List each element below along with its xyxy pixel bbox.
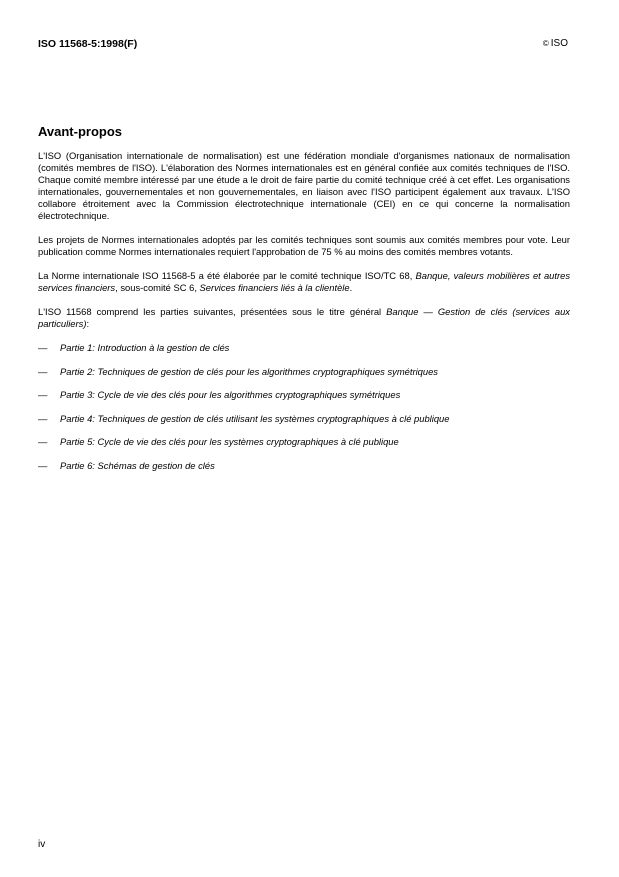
dash-bullet: — xyxy=(38,389,48,401)
paragraph-parts-intro xyxy=(38,306,570,330)
part-title: Partie 3: Cycle de vie des clés pour les algorithmes cryptographiques symétriques xyxy=(60,389,401,401)
subcommittee-name: Services financiers liés à la clientèle xyxy=(199,282,350,293)
committee-text-2: , sous-comité SC 6, xyxy=(115,282,200,293)
part-title: Partie 1: Introduction à la gestion de clés xyxy=(60,342,230,353)
dash-bullet: — xyxy=(38,365,48,377)
part-title: Partie 6: Schémas de gestion de clés xyxy=(60,459,215,471)
committee-text-3: . xyxy=(349,282,353,293)
parts-intro-text: L'ISO 11568 comprend les parties suivantes, présentées sous le titre général xyxy=(38,306,387,317)
committee-name: Banque, valeurs mobilières et autres services financiers xyxy=(38,270,571,293)
committee-text-1: La Norme internationale ISO 11568-5 a été élaborée par le comité technique ISO/TC 68, xyxy=(38,270,416,281)
list-item xyxy=(38,366,570,378)
list-item xyxy=(38,413,570,425)
dash-bullet: — xyxy=(38,459,48,471)
parts-intro-colon: : xyxy=(86,318,90,329)
paragraph-committee xyxy=(38,270,570,294)
parts-list xyxy=(38,342,570,472)
foreword-body xyxy=(38,150,570,484)
paragraph-voting: Les projets de Normes internationales adoptés par les comités techniques sont soumis aux comités membres pour vote. Leur publication comme Normes internationales requiert l'approbation de 75 % au moins des comités membres votants. xyxy=(38,234,570,257)
copyright-notice xyxy=(543,38,568,49)
dash-bullet: — xyxy=(38,412,48,424)
part-title: Partie 2: Techniques de gestion de clés pour les algorithmes cryptographiques symétriques xyxy=(60,365,438,377)
copyright-icon: © xyxy=(542,39,549,48)
document-id: ISO 11568-5:1998(F) xyxy=(38,38,138,50)
list-item xyxy=(38,436,570,448)
general-title: Banque — Gestion de clés (services aux particuliers) xyxy=(38,306,570,329)
list-item xyxy=(38,460,570,472)
list-item xyxy=(38,389,570,401)
paragraph-iso-organisation: L'ISO (Organisation internationale de normalisation) est une fédération mondiale d'organismes nationaux de normalisation (comités membres de l'ISO). L'élaboration des Normes internationales est en général confiée aux comités techniques de l'ISO. Chaque comité membre intéressé par une étude a le droit de faire partie du comité technique créé à cet effet. Les organisations internationales, gouvernementales et non gouvernementales, en liaison avec l'ISO participent également aux travaux. L'ISO collabore étroitement avec la Commission électrotechnique internationale (CEI) en ce qui concerne la normalisation électrotechnique. xyxy=(38,150,570,221)
copyright-org: ISO xyxy=(550,38,568,49)
part-title: Partie 4: Techniques de gestion de clés utilisant les systèmes cryptographiques à clé publique xyxy=(60,412,450,424)
page-number: iv xyxy=(38,839,46,850)
part-title: Partie 5: Cycle de vie des clés pour les systèmes cryptographiques à clé publique xyxy=(60,436,399,448)
list-item xyxy=(38,342,570,354)
page-title: Avant-propos xyxy=(38,124,123,139)
dash-bullet: — xyxy=(38,342,48,353)
dash-bullet: — xyxy=(38,436,48,448)
